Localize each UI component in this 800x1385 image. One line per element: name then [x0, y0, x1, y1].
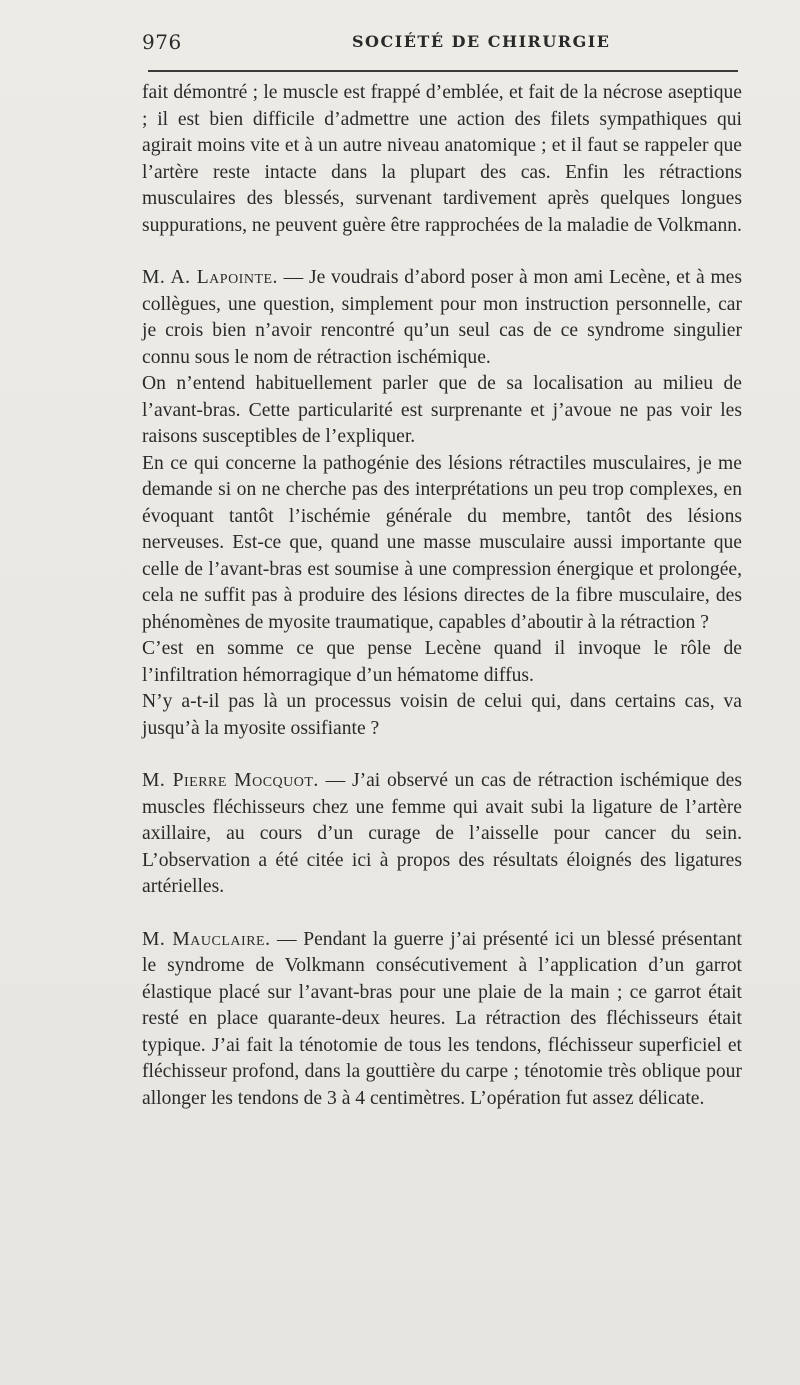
speaker-name: M. Mauclaire. — [142, 928, 271, 950]
speaker-name: M. Pierre Mocquot. — [142, 770, 319, 791]
paragraph-text: — J’ai observé un cas de rétraction ischémique des muscles fléchisseurs chez une femme qui avait subi la ligature de l’artère axillaire, au cours d’un curage de l’aisselle pour cancer du sein. L’observation a été citée ici à propos des résultats éloignés des ligatures artérielles. — [142, 770, 742, 897]
paragraph-text: On n’entend habituellement parler que de sa localisation au milieu de l’avant-bras. Cette particularité est surprenante et j’avoue ne pas voir les raisons susceptibles de l’expliquer. — [142, 373, 742, 447]
running-head: SOCIÉTÉ DE CHIRURGIE — [352, 32, 611, 51]
paragraph-text: — Je voudrais d’abord poser à mon ami Lecène, et à mes collègues, une question, simplement pour mon instruction personnelle, car je crois bien n’avoir rencontré qu’un seul cas de ce syndrome singulier connu sous le nom de rétraction ischémique. — [142, 267, 743, 368]
paragraph-text: N’y a-t-il pas là un processus voisin de celui qui, dans certains cas, va jusqu’à la myosite ossifiante ? — [142, 691, 742, 739]
body-text — [142, 80, 742, 1112]
page-number: 976 — [142, 30, 182, 54]
paragraph-text: C’est en somme ce que pense Lecène quand il invoque le rôle de l’infiltration hémorragique d’un hématome diffus. — [142, 638, 742, 686]
paragraph-text: — Pendant la guerre j’ai présenté ici un blessé présentant le syndrome de Volkmann consécutivement à l’application d’un garrot élastique placé sur l’avant-bras pour une plaie de la main ; ce garrot était resté en place quarante-deux heures. La rétraction des fléchisseurs était typique. J’ai fait la ténotomie de tous les tendons, fléchisseur superficiel et fléchisseur profond, dans la gouttière du carpe ; ténotomie très oblique pour allonger les tendons de 3 à 4 centimètres. L’opération fut assez délicate. — [142, 928, 742, 1109]
paragraph-text: En ce qui concerne la pathogénie des lésions rétractiles musculaires, je me demande si on ne cherche pas des interprétations un peu trop complexes, en évoquant tantôt l’ischémie générale du membre, tantôt des lésions nerveuses. Est-ce que, quand une masse musculaire aussi importante que celle de l’avant-bras est soumise à une compression énergique et prolongée, cela ne suffit pas à produire des lésions directes de la fibre musculaire, des phénomènes de myosite traumatique, capables d’aboutir à la rétraction ? — [142, 452, 742, 633]
speaker-name: M. A. Lapointe. — [142, 267, 278, 288]
paragraph-continuation — [142, 80, 742, 239]
paragraph — [142, 451, 742, 637]
header-rule — [148, 70, 738, 72]
paragraph-mocquot — [142, 768, 742, 901]
paragraph — [142, 689, 742, 742]
paragraph — [142, 636, 742, 689]
paragraph-mauclaire — [142, 927, 742, 1113]
page-header — [142, 30, 748, 54]
paragraph — [142, 371, 742, 451]
paragraph-text: fait démontré ; le muscle est frappé d’emblée, et fait de la nécrose aseptique ; il est bien difficile d’admettre une action des filets sympathiques qui agirait moins vite et à un autre niveau anatomique ; et il faut se rappeler que l’artère reste intacte dans la plupart des cas. Enfin les rétractions musculaires des blessés, survenant tardivement après quelques longues suppurations, ne peuvent guère être rapprochées de la maladie de Volkmann. — [142, 82, 742, 236]
paragraph-lapointe — [142, 265, 742, 371]
